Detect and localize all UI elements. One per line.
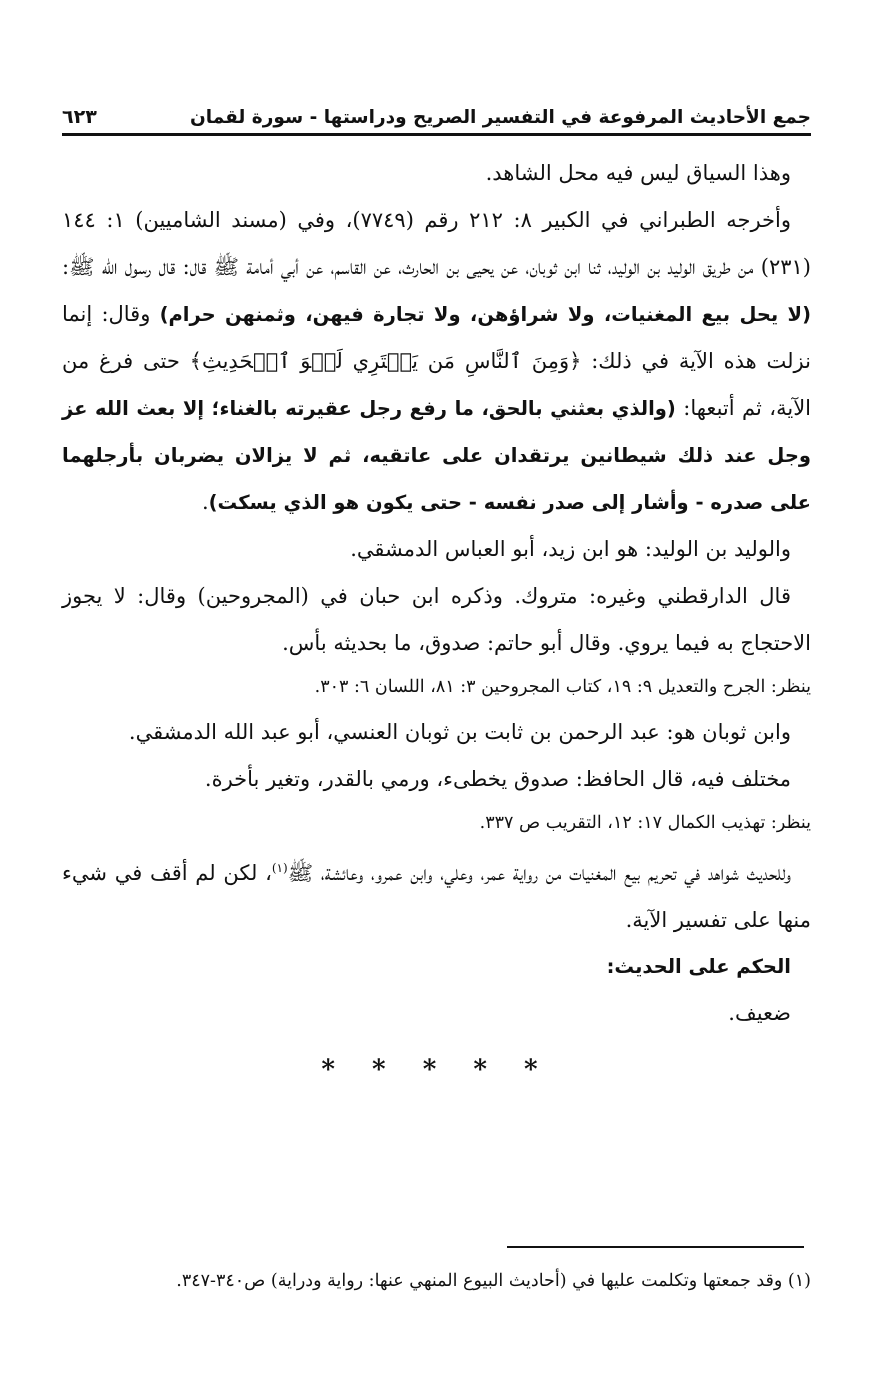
paragraph-narrator-2: وابن ثوبان هو: عبد الرحمن بن ثابت بن ثوبان العنسي، أبو عبد الله الدمشقي.: [128, 720, 791, 744]
shawahid-text: وللحديث شواهد في تحريم بيع المغنيات من رواية عمر، وعلي، وابن عمرو، وعائشة، ﷺ: [287, 861, 791, 885]
ruling-heading: الحكم على الحديث:: [606, 955, 791, 978]
reference-line-2: ينظر: تهذيب الكمال ١٧: ١٢، التقريب ص ٣٣٧.: [479, 813, 811, 833]
hadith-text-1: (لا يحل بيع المغنيات، ولا شراؤهن، ولا تجارة فيهن، وثمنهن حرام): [159, 303, 811, 326]
paragraph-narrator-1: والوليد بن الوليد: هو ابن زيد، أبو العباس الدمشقي.: [350, 537, 791, 561]
page-number: ٦٢٣: [62, 106, 97, 128]
takhrij-end: .: [201, 490, 209, 514]
shawahid-text-end: ، لكن لم أقف في شيء منها على تفسير الآية.: [62, 861, 811, 932]
paragraph-narrator-1-grading: قال الدارقطني وغيره: متروك. وذكره ابن حبان في (المجروحين) وقال: لا يجوز الاحتجاج به فيما يروي. وقال أبو حاتم: صدوق، ما بحديثه بأس.: [62, 584, 811, 655]
header-rule: [62, 133, 811, 136]
paragraph-takhrij: [62, 197, 811, 526]
takhrij-intro: وأخرجه الطبراني في الكبير ٨: ٢١٢ رقم (٧٧٤٩)، وفي (مسند الشاميين) ١: ١٤٤ (٢٣١) من طريق الوليد بن الوليد، ثنا ابن ثوبان، عن يحيى بن الحارث، عن القاسم، عن أبي أمامة ﷺ قال: قال رسول الله ﷺ:: [62, 208, 811, 279]
paragraph-shawahid: [62, 845, 811, 944]
footnote-rule: [507, 1246, 804, 1248]
takhrij-mid: وقال: إنما نزلت هذه الآية في ذلك:: [62, 302, 811, 373]
reference-line-1: ينظر: الجرح والتعديل ٩: ١٩، كتاب المجروحين ٣: ٨١، اللسان ٦: ٣٠٣.: [314, 677, 811, 697]
paragraph-narrator-2-grading: مختلف فيه، قال الحافظ: صدوق يخطىء، ورمي بالقدر، وتغير بأخرة.: [204, 767, 791, 791]
running-header: [62, 100, 811, 134]
footnote-text: (١) وقد جمعتها وتكلمت عليها في (أحاديث البيوع المنهي عنها: رواية ودراية) ص٣٤٠-٣٤٧.: [176, 1271, 811, 1291]
section-separator-stars: * * * * *: [321, 1055, 552, 1085]
footnote-marker[interactable]: (١): [271, 861, 288, 875]
main-text: [62, 150, 811, 1085]
header-title: جمع الأحاديث المرفوعة في التفسير الصريح ودراستها - سورة لقمان: [189, 106, 811, 128]
takhrij-mid-2: حتى فرغ من الآية، ثم أتبعها:: [62, 349, 812, 420]
hadith-text-2: (والذي بعثني بالحق، ما رفع رجل عقيرته بالغناء؛ إلا بعث الله عز وجل عند ذلك شيطانين يرتقدان على عاتقيه، ثم لا يزالان يضربان بأرجلهما على صدره - وأشار إلى صدر نفسه - حتى يكون هو الذي يسكت): [62, 397, 811, 514]
quran-verse: ﴿وَمِنَ ٱلنَّاسِ مَن يَشۡتَرِي لَهۡوَ ٱلۡحَدِيثِ﴾: [189, 349, 582, 373]
ruling-verdict: ضعيف.: [728, 1001, 791, 1025]
paragraph-context-note: وهذا السياق ليس فيه محل الشاهد.: [485, 161, 791, 185]
